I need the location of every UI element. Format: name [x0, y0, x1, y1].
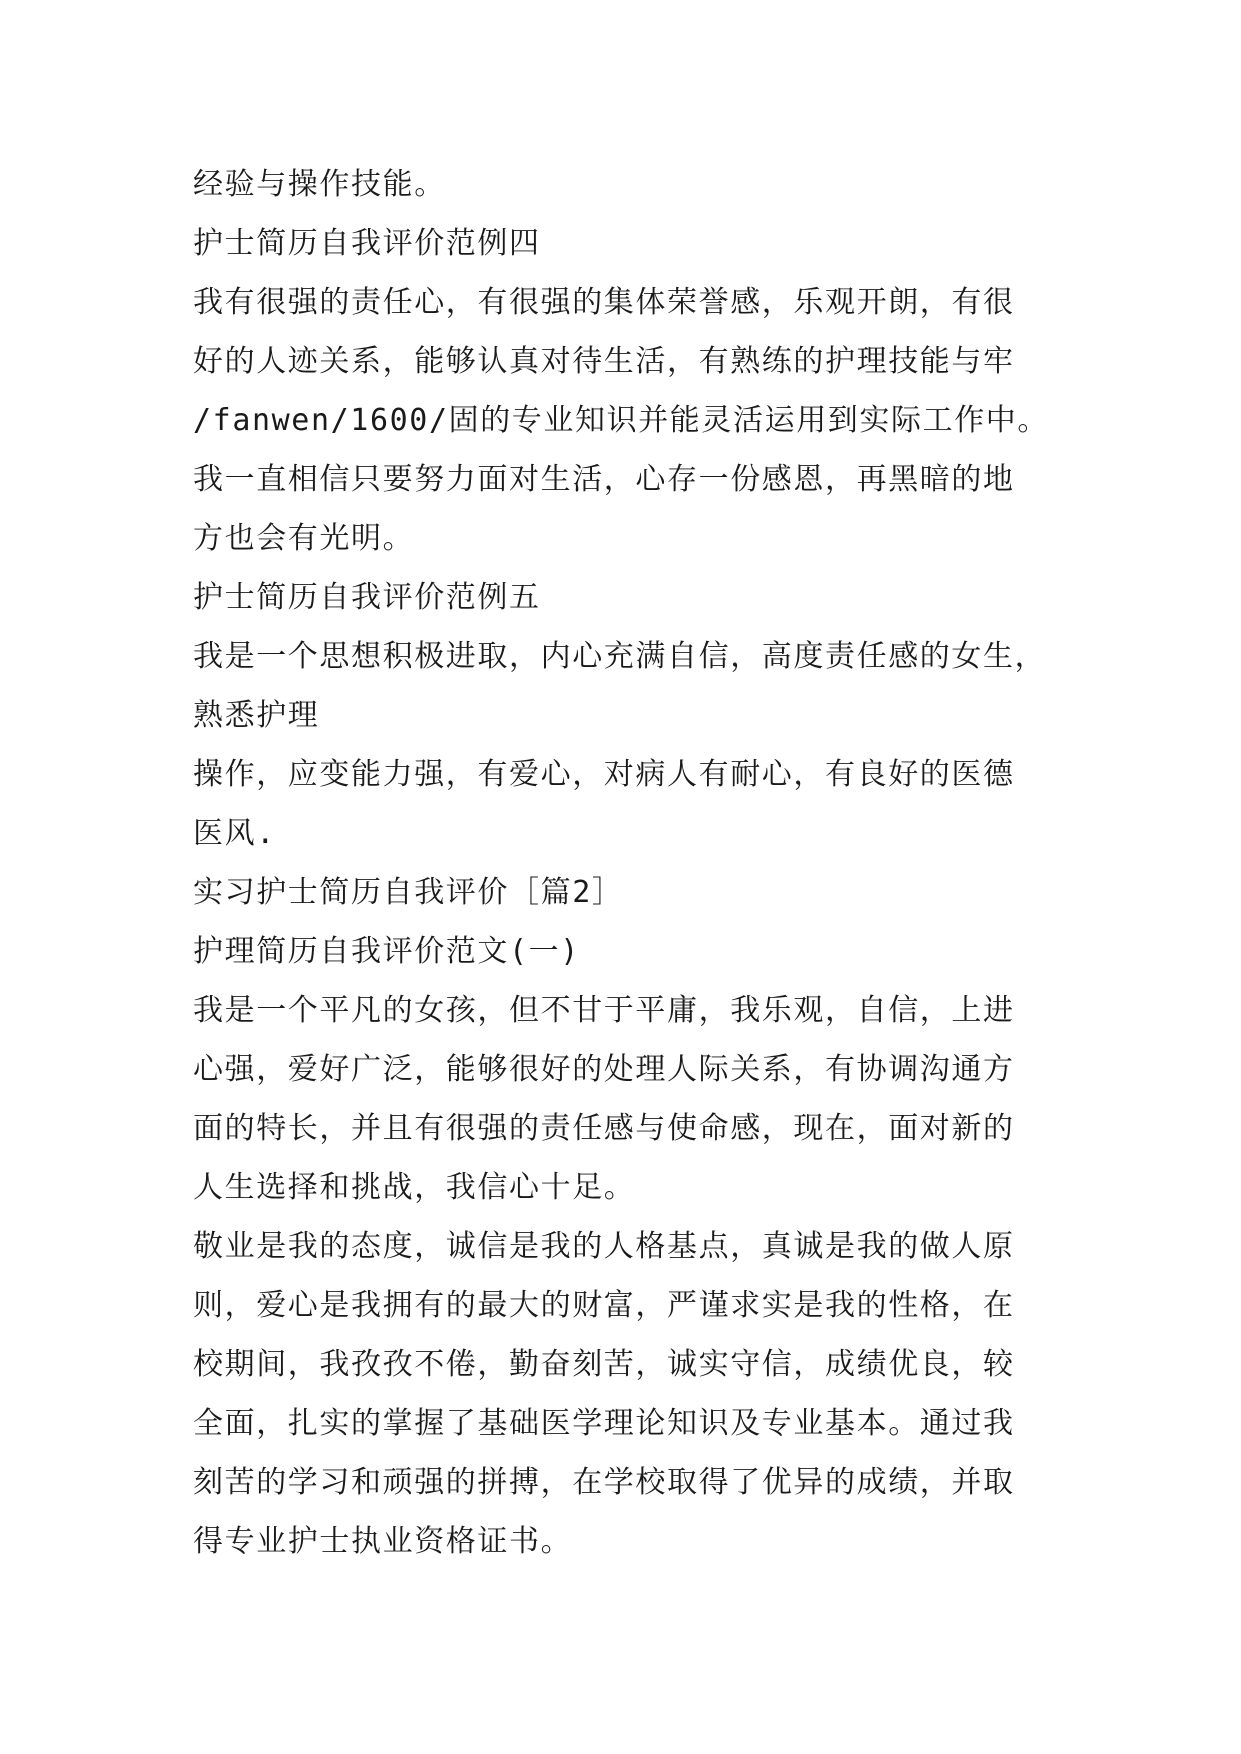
text-line: 操作，应变能力强，有爱心，对病人有耐心，有良好的医德 — [193, 757, 1015, 792]
text-line: 我一直相信只要努力面对生活，心存一份感恩，再黑暗的地 — [193, 462, 1015, 497]
text-line: 校期间，我孜孜不倦，勤奋刻苦，诚实守信，成绩优良，较 — [193, 1347, 1015, 1382]
section-heading: 护士简历自我评价范例四 — [193, 226, 541, 261]
section-heading: 护士简历自我评价范例五 — [193, 580, 541, 615]
text-line: 面的特长，并且有很强的责任感与使命感，现在，面对新的 — [193, 1111, 1015, 1146]
text-line: 方也会有光明。 — [193, 521, 415, 556]
text-line: 好的人迹关系，能够认真对待生活，有熟练的护理技能与牢 — [193, 344, 1015, 379]
text-line: 得专业护士执业资格证书。 — [193, 1524, 573, 1559]
text-line: 心强，爱好广泛，能够很好的处理人际关系，有协调沟通方 — [193, 1052, 1015, 1087]
text-line: 经验与操作技能。 — [193, 167, 446, 202]
text-line: /fanwen/1600/固的专业知识并能灵活运用到实际工作中。 — [193, 403, 1049, 438]
text-line: 我是一个平凡的女孩，但不甘于平庸，我乐观，自信，上进 — [193, 993, 1015, 1028]
text-line: 熟悉护理 — [193, 698, 320, 733]
text-line: 全面，扎实的掌握了基础医学理论知识及专业基本。通过我 — [193, 1406, 1015, 1441]
text-line: 刻苦的学习和顽强的拼搏，在学校取得了优异的成绩，并取 — [193, 1465, 1015, 1500]
section-heading: 护理简历自我评价范文(一) — [193, 934, 580, 969]
text-line: 敬业是我的态度，诚信是我的人格基点，真诚是我的做人原 — [193, 1229, 1015, 1264]
section-heading: 实习护士简历自我评价［篇2］ — [193, 875, 624, 910]
text-line: 人生选择和挑战，我信心十足。 — [193, 1170, 636, 1205]
text-line: 我是一个思想积极进取，内心充满自信，高度责任感的女生， — [193, 639, 1047, 674]
text-line: 则，爱心是我拥有的最大的财富，严谨求实是我的性格，在 — [193, 1288, 1015, 1323]
text-line: 我有很强的责任心，有很强的集体荣誉感，乐观开朗，有很 — [193, 285, 1015, 320]
text-line: 医风. — [193, 816, 276, 851]
